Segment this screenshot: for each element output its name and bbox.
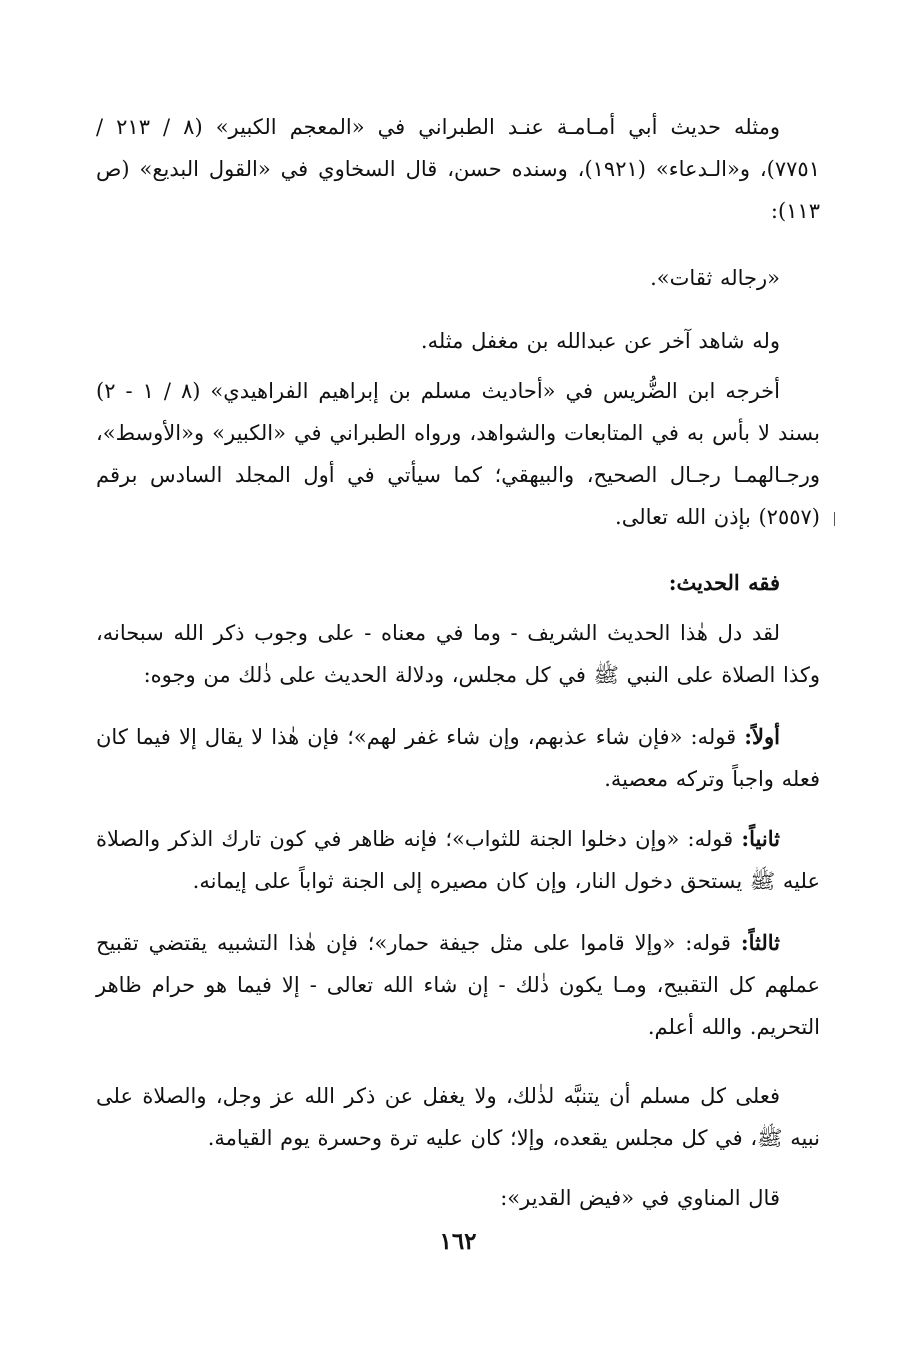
paragraph-hadith-abu-umamah bbox=[96, 106, 820, 232]
paragraph-text: قال المناوي في «فيض القدير»: bbox=[500, 1186, 780, 1210]
paragraph-quote-rijal bbox=[96, 257, 820, 299]
paragraph-text: قوله: «فإن شاء عذبهم، وإن شاء غفر لهم»؛ فإن هٰذا لا يقال إلا فيما كان فعله واجباً وتركه معصية. bbox=[96, 725, 820, 791]
paragraph-text: قوله: «وإن دخلوا الجنة للثواب»؛ فإنه ظاهر في كون تارك الذكر والصلاة عليه ﷺ يستحق دخول النار، وإن كان مصيره إلى الجنة ثواباً على إيمانه. bbox=[96, 827, 820, 893]
paragraph-takhrij bbox=[96, 370, 820, 538]
margin-mark bbox=[834, 512, 835, 526]
paragraph-text: أخرجه ابن الضُّريس في «أحاديث مسلم بن إبراهيم الفراهيدي» (٨ / ١ - ٢) بسند لا بأس به في المتابعات والشواهد، ورواه الطبراني في «الكبير» و«الأوسط»، ورجـالهمـا رجـال الصحيح، والبيهقي؛ كما سيأتي في أول المجلد السادس برقم (٢٥٥٧) بإذن الله تعالى. bbox=[96, 379, 820, 529]
paragraph-text: لقد دل هٰذا الحديث الشريف - وما في معناه - على وجوب ذكر الله سبحانه، وكذا الصلاة على النبي ﷺ في كل مجلس، ودلالة الحديث على ذٰلك من وجوه: bbox=[96, 621, 820, 687]
paragraph-point-first bbox=[96, 716, 820, 800]
paragraph-text: ومثله حديث أبي أمـامـة عنـد الطبراني في «المعجم الكبير» (٨ / ٢١٣ / ٧٧٥١)، و«الـدعاء» (١٩٢١)، وسنده حسن، قال السخاوي في «القول البديع» (ص ١١٣): bbox=[96, 115, 820, 223]
paragraph-lead: أولاً: bbox=[744, 724, 780, 749]
paragraph-text: وله شاهد آخر عن عبدالله بن مغفل مثله. bbox=[420, 329, 780, 353]
paragraph-point-second bbox=[96, 818, 820, 902]
paragraph-munawi bbox=[96, 1177, 820, 1219]
page-number: ١٦٢ bbox=[439, 1228, 477, 1255]
paragraph-conclusion bbox=[96, 1075, 820, 1159]
paragraph-text: «رجاله ثقات». bbox=[650, 266, 780, 290]
section-heading-text: فقه الحديث: bbox=[668, 570, 780, 595]
paragraph-text: قوله: «وإلا قاموا على مثل جيفة حمار»؛ فإن هٰذا التشبيه يقتضي تقبيح عملهم كل التقبيح، ومـا يكون ذٰلك - إن شاء الله تعالى - إلا فيما هو حرام ظاهر التحريم. والله أعلم. bbox=[96, 931, 820, 1039]
paragraph-lead: ثالثاً: bbox=[740, 930, 780, 955]
paragraph-lead: ثانياً: bbox=[741, 826, 780, 851]
paragraph-shahid bbox=[96, 320, 820, 362]
paragraph-point-third bbox=[96, 922, 820, 1048]
section-heading-fiqh bbox=[96, 562, 820, 604]
paragraph-dalalah bbox=[96, 612, 820, 696]
paragraph-text: فعلى كل مسلم أن يتنبَّه لذٰلك، ولا يغفل عن ذكر الله عز وجل، والصلاة على نبيه ﷺ، في كل مجلس يقعده، وإلا؛ كان عليه ترة وحسرة يوم القيامة. bbox=[96, 1084, 820, 1150]
